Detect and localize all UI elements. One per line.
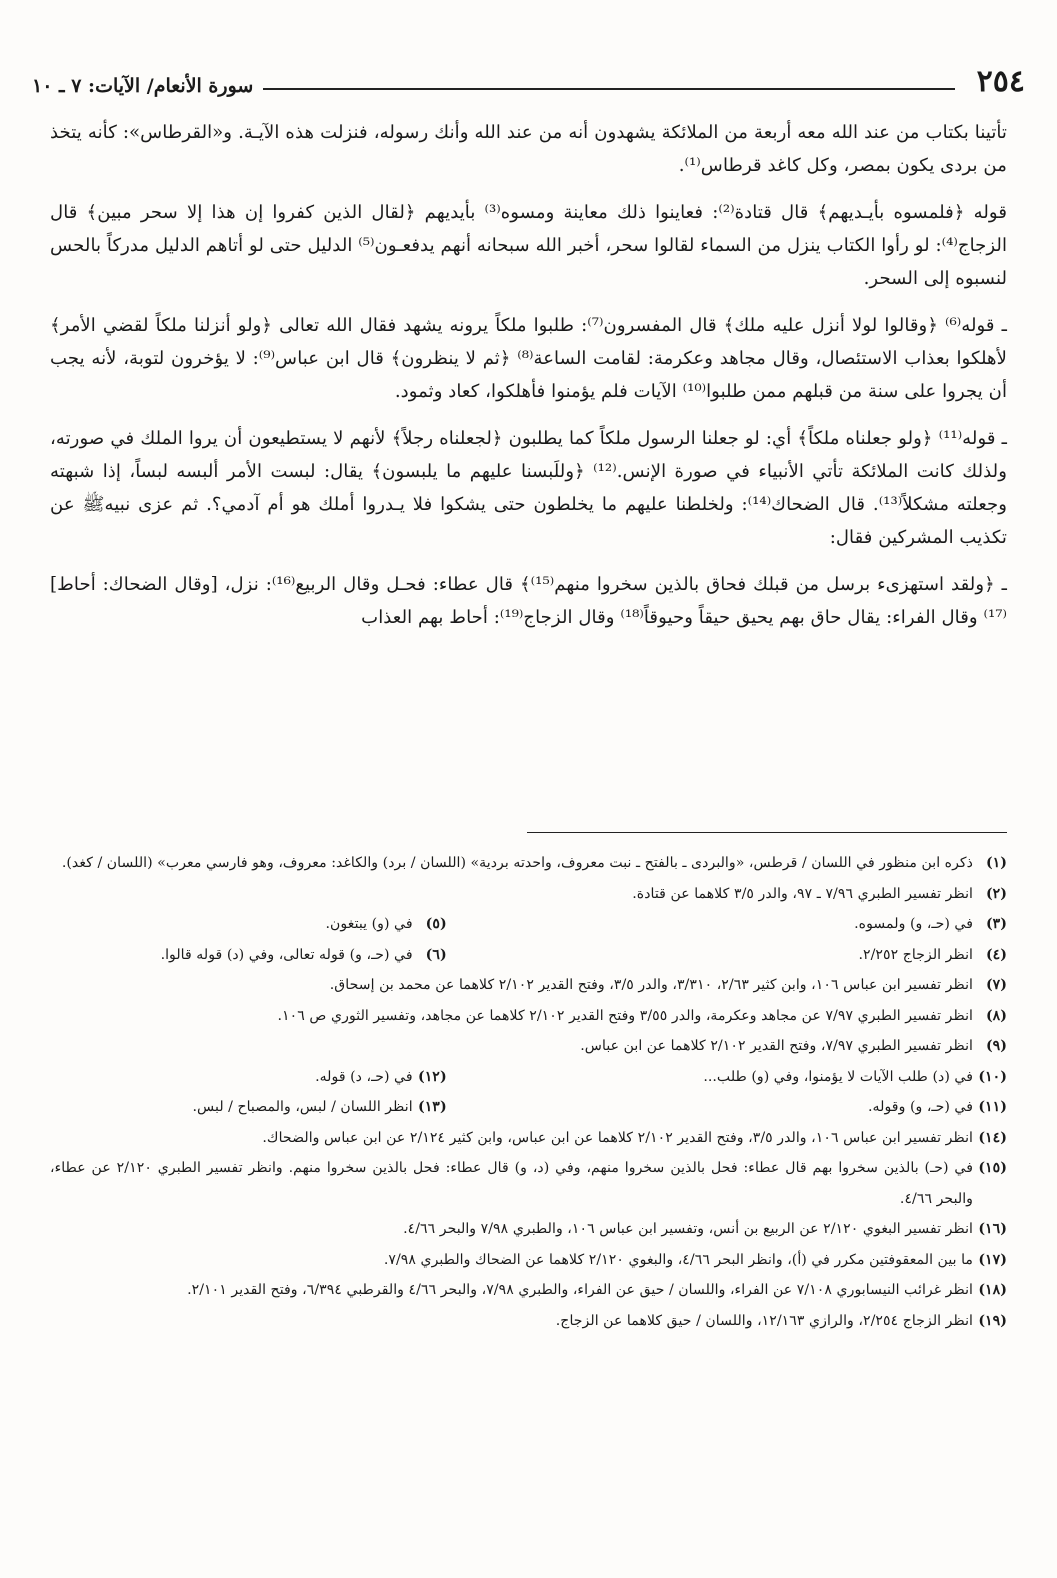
body-paragraph-4: ـ قوله⁽¹¹⁾ ﴿ولو جعلناه ملكاً﴾ أي: لو جعلنا الرسول ملكاً كما يطلبون ﴿لجعلناه رجلاً﴾ لأنهم لا يستطيعون أن يروا الملك في صورته، ولذلك كانت الملائكة تأتي الأنبياء في صورة الإنس.⁽¹²⁾ ﴿وللَبسنا عليهم ما يلبسون﴾ يقال: لبست الأمر ألبسه لبساً، إذا شبهته وجعلته مشكلاً⁽¹³⁾. قال الضحاك⁽¹⁴⁾: ولخلطنا عليهم ما يخلطون حتى يشكوا فلا يـدروا أملك هو أم آدمي؟. ثم عزى نبيهﷺ عن تكذيب المشركين فقال: (50, 428, 1007, 548)
footnote-7 (50, 970, 1007, 1001)
footnote-text: في (حـ، د) قوله. (315, 1068, 413, 1085)
footnote-number: (٨) (985, 1007, 1007, 1024)
footnote-rule (527, 832, 1007, 833)
footnote-14 (50, 1123, 1007, 1154)
footnote-text: في (حـ، و) ولمسوه. (854, 916, 973, 932)
footnote-number: (٧) (985, 977, 1007, 993)
footnote-3 (447, 909, 1007, 940)
footnote-text: انظر غرائب النيسابوري ٧/١٠٨ عن الفراء، واللسان / حيق عن الفراء، والطبري ٧/٩٨، والبحر ٤/٦٦ والقرطبي ٦/٣٩٤، وفتح القدير ٢/١٠١. (187, 1282, 973, 1298)
footnote-number: (١٥) (978, 1160, 1007, 1176)
footnote-text: انظر تفسير ابن عباس ١٠٦، والدر ٣/٥، وفتح القدير ٢/١٠٢ كلاهما عن ابن عباس، وابن كثير ٢/١٢٤ عن ابن عباس والضحاك. (262, 1129, 973, 1146)
footnote-text: انظر الزجاج ٢/٢٥٤، والرازي ١٢/١٦٣، واللسان / حيق كلاهما عن الزجاج. (555, 1312, 973, 1329)
body-paragraph-5: ـ ﴿ولقد استهزىء برسل من قبلك فحاق بالذين سخروا منهم⁽¹⁵⁾﴾ قال عطاء: فحـل وقال الربيع⁽¹⁶⁾: نزل، [وقال الضحاك: أحاط]⁽¹⁷⁾ وقال الفراء: يقال حاق بهم يحيق حيقاً وحيوقاً⁽¹⁸⁾ وقال الزجاج⁽¹⁹⁾: أحاط بهم العذاب (50, 574, 1007, 628)
footnote-10 (447, 1062, 1007, 1093)
footnote-text: انظر تفسير الطبري ٧/٩٦ ـ ٩٧، والدر ٣/٥ كلاهما عن قتادة. (632, 885, 973, 902)
footnote-11 (447, 1092, 1007, 1123)
footnote-13 (50, 1092, 447, 1123)
footnote-18 (50, 1275, 1007, 1306)
running-title: سورة الأنعام/ الآيات: ٧ ـ ١٠ (32, 75, 254, 97)
body-paragraph-3: ـ قوله⁽⁶⁾ ﴿وقالوا لولا أنزل عليه ملك﴾ قال المفسرون⁽⁷⁾: طلبوا ملكاً يرونه يشهد فقال الله تعالى ﴿ولو أنزلنا ملكاً لقضي الأمر﴾ لأهلكوا بعذاب الاستئصال، وقال مجاهد وعكرمة: لقامت الساعة⁽⁸⁾ ﴿ثم لا ينظرون﴾ قال ابن عباس⁽⁹⁾: لا يؤخرون لتوبة، لأنه يجب أن يجروا على سنة من قبلهم ممن طلبوا⁽¹⁰⁾ الآيات فلم يؤمنوا فأهلكوا، كعاد وثمود. (50, 315, 1007, 402)
footnote-text: في (حـ، و) وقوله. (868, 1099, 973, 1115)
footnote-text: في (حـ، و) قوله تعالى، وفي (د) قوله قالوا. (160, 946, 413, 963)
footnote-text: انظر الزجاج ٢/٢٥٢. (858, 946, 973, 963)
footnote-9 (50, 1031, 1007, 1062)
footnote-19 (50, 1306, 1007, 1337)
footnote-text: انظر اللسان / لبس، والمصباح / لبس. (192, 1099, 413, 1115)
footnote-2 (50, 879, 1007, 910)
footnote-8 (50, 1001, 1007, 1032)
footnote-12 (50, 1062, 447, 1093)
footnote-text: انظر تفسير الطبري ٧/٩٧، وفتح القدير ٢/١٠٢ كلاهما عن ابن عباس. (580, 1038, 973, 1054)
header-rule (263, 88, 954, 90)
footnote-row (50, 1062, 1007, 1093)
footnote-number: (٢) (985, 885, 1007, 902)
footnote-row (50, 909, 1007, 940)
footnote-text: انظر تفسير ابن عباس ١٠٦، وابن كثير ٢/٦٣، ٣/٣١٠، والدر ٣/٥، وفتح القدير ٢/١٠٢ كلاهما عن محمد بن إسحاق. (329, 977, 973, 993)
footnote-1 (50, 848, 1007, 879)
footnote-text: في (د) طلب الآيات لا يؤمنوا، وفي (و) طلب... (703, 1068, 973, 1085)
footnote-number: (١٧) (978, 1251, 1007, 1268)
footnote-number: (١٠) (978, 1068, 1007, 1085)
footnote-row (50, 940, 1007, 971)
page-number: ٢٥٤ (976, 64, 1025, 99)
footnote-number: (١٦) (978, 1221, 1007, 1237)
footnote-15 (50, 1153, 1007, 1214)
footnote-text: في (حـ) بالذين سخروا بهم قال عطاء: فحل بالذين سخروا منهم، وفي (د، و) قال عطاء: فحل بالذين سخروا منهم. وانظر تفسير الطبري ٢/١٢٠ عن عطاء، والبحر ٤/٦٦. (50, 1160, 973, 1207)
footnote-number: (١١) (978, 1099, 1007, 1115)
footnote-text: ذكره ابن منظور في اللسان / قرطس، «والبردى ـ بالفتح ـ نبت معروف، واحدته بردية» (اللسان / برد) والكاغد: معروف، وهو فارسي معرب» (اللسان / كغد). (61, 855, 973, 871)
footnote-text: انظر تفسير الطبري ٧/٩٧ عن مجاهد وعكرمة، والدر ٣/٥٥ وفتح القدير ٢/١٠٢ كلاهما عن مجاهد، وتفسير الثوري ص ١٠٦. (277, 1007, 973, 1024)
footnote-number: (١٩) (978, 1312, 1007, 1329)
footnote-number: (١٣) (417, 1099, 447, 1115)
body-paragraph-1: تأتينا بكتاب من عند الله معه أربعة من الملائكة يشهدون أنه من عند الله وأنك رسوله، فنزلت هذه الآيـة. و«القرطاس»: كأنه يتخذ من بردى يكون بمصر، وكل كاغد قرطاس⁽¹⁾. (50, 122, 1007, 176)
footnote-number: (٣) (985, 916, 1007, 932)
footnote-number: (٤) (985, 946, 1007, 963)
body-text (50, 116, 1007, 648)
footnote-number: (٥) (425, 916, 447, 932)
footnote-5 (50, 909, 447, 940)
footnote-number: (٦) (425, 946, 447, 963)
page-header (32, 56, 1025, 100)
footnote-row (50, 1092, 1007, 1123)
footnote-text: انظر تفسير البغوي ٢/١٢٠ عن الربيع بن أنس، وتفسير ابن عباس ١٠٦، والطبري ٧/٩٨ والبحر ٤/٦٦. (403, 1221, 973, 1237)
footnote-number: (٩) (985, 1038, 1007, 1054)
footnote-text: في (و) يبتغون. (325, 916, 413, 932)
footnote-number: (١٨) (978, 1282, 1007, 1298)
footnote-6 (50, 940, 447, 971)
footnotes (50, 848, 1007, 1336)
footnote-number: (١) (985, 855, 1007, 871)
footnote-number: (١٢) (417, 1068, 447, 1085)
footnote-text: ما بين المعقوفتين مكرر في (أ)، وانظر البحر ٤/٦٦، والبغوي ٢/١٢٠ كلاهما عن الضحاك والطبري ٧/٩٨. (383, 1251, 973, 1268)
footnote-4 (447, 940, 1007, 971)
body-paragraph-2: قوله ﴿فلمسوه بأيـديهم﴾ قال قتادة⁽²⁾: فعاينوا ذلك معاينة ومسوه⁽³⁾ بأيديهم ﴿لقال الذين كفروا إن هذا إلا سحر مبين﴾ قال الزجاج⁽⁴⁾: لو رأوا الكتاب ينزل من السماء لقالوا سحر، أخبر الله سبحانه أنهم يدفعـون⁽⁵⁾ الدليل حتى لو أتاهم الدليل مدركاً بالحس لنسبوه إلى السحر. (50, 202, 1008, 289)
footnote-16 (50, 1214, 1007, 1245)
footnote-number: (١٤) (978, 1129, 1007, 1146)
footnote-17 (50, 1245, 1007, 1276)
